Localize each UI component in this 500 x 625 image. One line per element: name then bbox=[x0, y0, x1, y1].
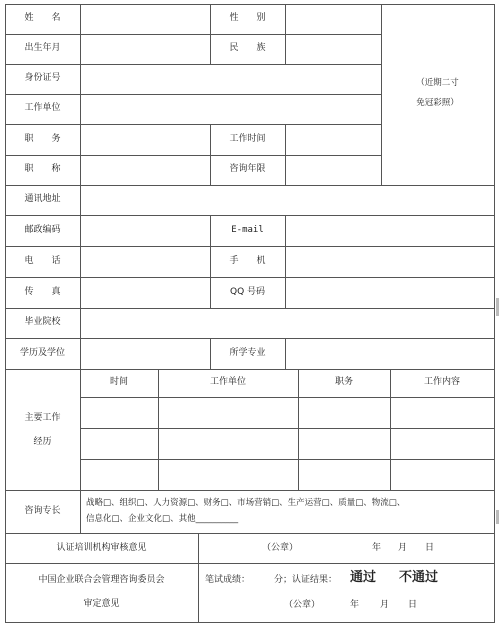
row-line bbox=[80, 397, 495, 398]
row-line bbox=[5, 369, 495, 370]
row-line bbox=[5, 155, 382, 156]
position-label: 职 务 bbox=[24, 134, 61, 144]
col-line bbox=[198, 533, 199, 623]
pass-option[interactable]: 通过 bbox=[350, 570, 377, 585]
title-label: 职 称 bbox=[24, 164, 61, 174]
row-line bbox=[80, 428, 495, 429]
work-unit-label: 工作单位 bbox=[24, 103, 61, 113]
row-line bbox=[5, 533, 495, 534]
col-line bbox=[80, 490, 81, 533]
school-label: 毕业院校 bbox=[24, 317, 61, 327]
approval-month: 月 bbox=[380, 600, 390, 610]
photo-placeholder-line1: （近期二寸 bbox=[416, 78, 459, 88]
row-line bbox=[5, 185, 495, 186]
review-seal: （公章） bbox=[262, 543, 299, 553]
page-edge-mark bbox=[496, 298, 499, 316]
row-line bbox=[5, 563, 495, 564]
qq-label: QQ 号码 bbox=[229, 287, 266, 297]
photo-placeholder-line2: 免冠彩照） bbox=[416, 98, 459, 108]
fax-label: 传 真 bbox=[24, 287, 61, 297]
major-label: 所学专业 bbox=[229, 348, 266, 358]
exp-header-position: 职务 bbox=[334, 377, 353, 387]
row-line bbox=[5, 490, 495, 491]
exp-header-time: 时间 bbox=[109, 377, 128, 387]
row-line bbox=[5, 215, 495, 216]
row-line bbox=[5, 34, 382, 35]
row-line bbox=[5, 338, 495, 339]
col-line bbox=[381, 4, 382, 186]
row-line bbox=[5, 308, 495, 309]
review-label: 认证培训机构审核意见 bbox=[56, 543, 147, 553]
col-line bbox=[285, 338, 286, 369]
birth-label: 出生年月 bbox=[24, 43, 61, 53]
approval-year: 年 bbox=[350, 600, 360, 610]
col-line bbox=[285, 4, 286, 65]
exp-header-content: 工作内容 bbox=[423, 377, 460, 387]
row-line bbox=[80, 459, 495, 460]
border-top bbox=[5, 4, 495, 5]
experience-label-line2: 经历 bbox=[33, 437, 52, 447]
experience-label-line1: 主要工作 bbox=[24, 413, 61, 423]
specialty-options-line2: 信息化□、企业文化□、其他__________ bbox=[86, 514, 239, 524]
consult-years-label: 咨询年限 bbox=[229, 164, 266, 174]
col-line bbox=[285, 215, 286, 308]
postcode-label: 邮政编码 bbox=[24, 225, 61, 235]
degree-label: 学历及学位 bbox=[19, 348, 65, 358]
approval-label-line1: 中国企业联合会管理咨询委员会 bbox=[38, 575, 165, 585]
border-left bbox=[5, 4, 6, 623]
col-line bbox=[285, 124, 286, 186]
review-year: 年 bbox=[372, 543, 382, 553]
phone-label: 电 话 bbox=[24, 256, 61, 266]
approval-day: 日 bbox=[408, 600, 418, 610]
specialty-options-line1: 战略□、组织□、人力资源□、财务□、市场营销□、生产运营□、质量□、物流□、 bbox=[86, 498, 406, 508]
border-right bbox=[494, 4, 495, 623]
approval-seal: （公章） bbox=[284, 600, 321, 610]
score-unit-label: 分；认证结果： bbox=[274, 575, 338, 585]
exam-score-label: 笔试成绩： bbox=[205, 575, 251, 585]
row-line bbox=[5, 94, 382, 95]
border-bottom bbox=[5, 622, 495, 623]
review-day: 日 bbox=[425, 543, 435, 553]
email-label: E-mail bbox=[231, 225, 264, 235]
col-line bbox=[80, 4, 81, 369]
work-time-label: 工作时间 bbox=[229, 134, 266, 144]
row-line bbox=[5, 246, 495, 247]
page-edge-mark bbox=[496, 510, 499, 524]
name-label: 姓 名 bbox=[24, 13, 61, 23]
gender-label: 性 别 bbox=[229, 13, 266, 23]
fail-option[interactable]: 不通过 bbox=[399, 570, 439, 585]
address-label: 通讯地址 bbox=[24, 194, 61, 204]
review-month: 月 bbox=[398, 543, 408, 553]
row-line bbox=[5, 64, 382, 65]
id-label: 身份证号 bbox=[24, 73, 61, 83]
row-line bbox=[5, 124, 382, 125]
approval-label-line2: 审定意见 bbox=[83, 599, 120, 609]
ethnicity-label: 民 族 bbox=[229, 43, 266, 53]
row-line bbox=[5, 277, 495, 278]
exp-header-unit: 工作单位 bbox=[209, 377, 246, 387]
specialty-label: 咨询专长 bbox=[24, 506, 61, 516]
mobile-label: 手 机 bbox=[229, 256, 266, 266]
